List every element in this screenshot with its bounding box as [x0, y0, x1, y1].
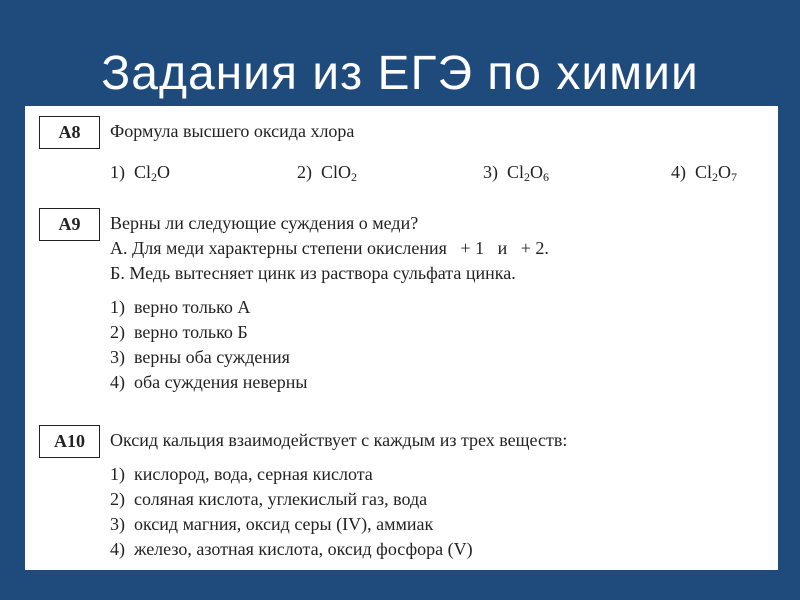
a10-option-2: 2) соляная кислота, углекислый газ, вода	[110, 489, 428, 509]
question-text-a9-line-2: А. Для меди характерны степени окисления + 1 и + 2.	[110, 238, 549, 258]
a9-option-2: 2) верно только Б	[110, 322, 248, 342]
question-text-a10: Оксид кальция взаимодействует с каждым из трех веществ:	[110, 430, 568, 450]
question-text-a8: Формула высшего оксида хлора	[110, 121, 355, 141]
question-text-a9-line-3: Б. Медь вытесняет цинк из раствора сульфата цинка.	[110, 263, 516, 283]
a8-option-2: 2) ClO$_2$	[297, 162, 358, 184]
a10-option-4: 4) железо, азотная кислота, оксид фосфора (V)	[110, 539, 473, 559]
question-text-a9-line-1: Верны ли следующие суждения о меди?	[110, 213, 419, 233]
a8-option-4: 4) $Cl_2O_7$	[671, 162, 738, 184]
a8-option-3: 3) $Cl_2O_6$	[483, 162, 550, 184]
a9-option-3: 3) верны оба суждения	[110, 347, 290, 367]
question-label-a10: А10	[39, 425, 100, 458]
a8-option-1: 1) $Cl_2O$	[110, 162, 171, 184]
question-label-a9: А9	[39, 208, 100, 241]
a9-option-1: 1) верно только А	[110, 297, 251, 317]
a10-option-1: 1) кислород, вода, серная кислота	[110, 464, 373, 484]
a10-option-3: 3) оксид магния, оксид серы (IV), аммиак	[110, 514, 434, 534]
a9-option-4: 4) оба суждения неверны	[110, 372, 308, 392]
slide-title: Задания из ЕГЭ по химии	[101, 47, 699, 100]
exam-sheet	[25, 106, 778, 570]
question-label-a8: А8	[39, 116, 100, 149]
